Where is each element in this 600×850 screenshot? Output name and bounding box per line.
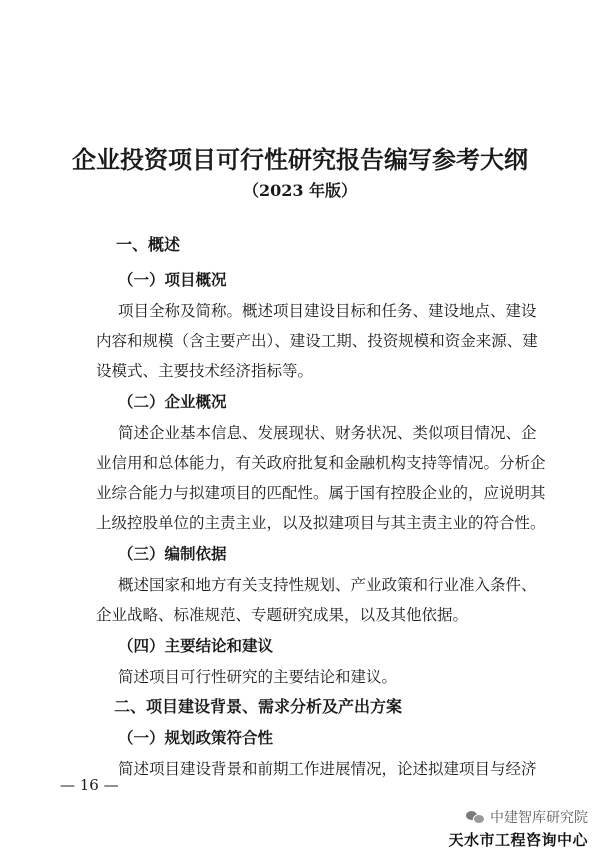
paragraph-1-3 [96, 570, 537, 630]
wechat-icon [466, 810, 484, 824]
subsection-heading-1-4: （四）主要结论和建议 [118, 636, 274, 655]
paragraph-line: 简述项目可行性研究的主要结论和建议。 [118, 668, 398, 686]
paragraph-2-1 [116, 754, 536, 784]
paragraph-line: 简述企业基本信息、发展现状、财务状况、类似项目情况、企 [118, 424, 537, 442]
paragraph-1-1 [96, 296, 538, 386]
document-edition: （2023 年版） [242, 181, 358, 200]
paragraph-line: 业综合能力与拟建项目的匹配性。属于国有控股企业的，应说明其 [96, 484, 546, 502]
document-title: 企业投资项目可行性研究报告编写参考大纲 [72, 145, 528, 174]
paragraph-line: 业信用和总体能力，有关政府批复和金融机构支持等情况。分析企 [96, 454, 546, 472]
section-heading-2: 二、项目建设背景、需求分析及产出方案 [114, 697, 403, 716]
subsection-heading-1-2: （二）企业概况 [118, 392, 227, 411]
paragraph-line: 简述项目建设背景和前期工作进展情况，论述拟建项目与经济 [118, 760, 537, 778]
watermark-source: 中建智库研究院 [490, 810, 588, 826]
paragraph-1-4 [116, 662, 536, 692]
watermark-org: 天水市工程咨询中心 [448, 831, 588, 849]
subsection-heading-2-1: （一）规划政策符合性 [118, 728, 274, 747]
paragraph-line: 企业战略、标准规范、专题研究成果，以及其他依据。 [96, 606, 469, 624]
subsection-heading-1-3: （三）编制依据 [118, 544, 227, 563]
paragraph-line: 内容和规模（含主要产出）、建设工期、投资规模和资金来源、建 [96, 332, 538, 350]
document-body [96, 232, 546, 784]
paragraph-line: 项目全称及简称。概述项目建设目标和任务、建设地点、建设 [118, 302, 537, 320]
paragraph-line: 设模式、主要技术经济指标等。 [96, 362, 314, 380]
paragraph-line: 概述国家和地方有关支持性规划、产业政策和行业准入条件、 [118, 576, 537, 594]
subsection-heading-1-1: （一）项目概况 [118, 270, 227, 289]
watermark [448, 808, 588, 850]
section-heading-1: 一、概述 [116, 235, 181, 254]
paragraph-1-2 [96, 418, 546, 538]
paragraph-line: 上级控股单位的主责主业，以及拟建项目与其主责主业的符合性。 [96, 514, 546, 532]
page-number: — 16 — [60, 776, 119, 794]
